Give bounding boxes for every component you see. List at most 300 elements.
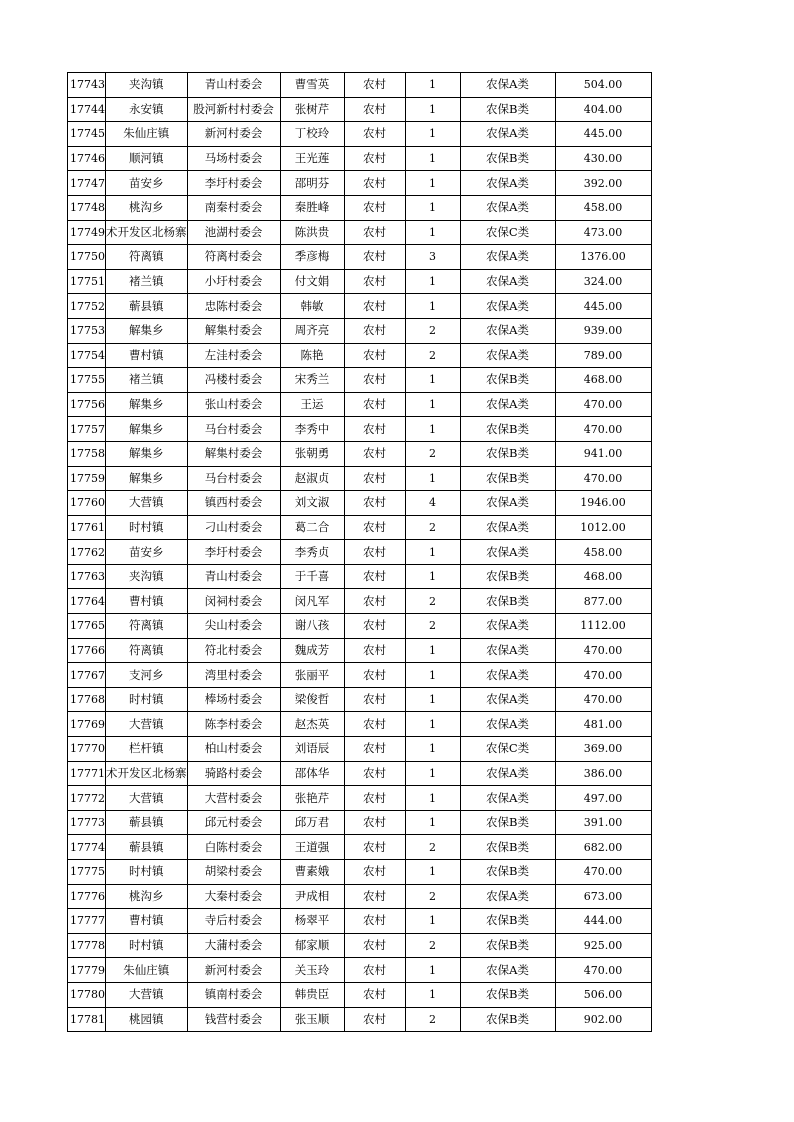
amount-cell: 404.00 [555,97,651,122]
record-id-cell: 17757 [68,417,106,442]
amount-cell: 458.00 [555,195,651,220]
table-row [68,712,652,737]
member-count-cell: 4 [405,491,460,516]
member-count-cell: 1 [405,761,460,786]
village-committee-cell: 大秦村委会 [187,884,280,909]
member-count-cell: 1 [405,712,460,737]
record-id-cell: 17771 [68,761,106,786]
insurance-category-cell: 农保A类 [460,884,555,909]
member-count-cell: 1 [405,195,460,220]
member-count-cell: 2 [405,515,460,540]
insurance-category-cell: 农保A类 [460,638,555,663]
person-name-cell: 付文娟 [280,269,344,294]
record-id-cell: 17778 [68,933,106,958]
table-row [68,146,652,171]
person-name-cell: 秦胜峰 [280,195,344,220]
township-cell: 夹沟镇 [106,564,188,589]
record-id-cell: 17781 [68,1007,106,1032]
village-committee-cell: 左洼村委会 [187,343,280,368]
table-row [68,958,652,983]
village-committee-cell: 符北村委会 [187,638,280,663]
village-committee-cell: 小圩村委会 [187,269,280,294]
township-cell: 夹沟镇 [106,73,188,98]
township-cell: 苗安乡 [106,171,188,196]
insurance-category-cell: 农保A类 [460,687,555,712]
amount-cell: 369.00 [555,737,651,762]
township-cell: 时村镇 [106,515,188,540]
insurance-category-cell: 农保B类 [460,564,555,589]
member-count-cell: 1 [405,540,460,565]
insurance-category-cell: 农保A类 [460,245,555,270]
insurance-category-cell: 农保B类 [460,146,555,171]
household-type-cell: 农村 [344,294,405,319]
member-count-cell: 1 [405,860,460,885]
village-committee-cell: 湾里村委会 [187,663,280,688]
township-cell: 永安镇 [106,97,188,122]
record-id-cell: 17769 [68,712,106,737]
township-cell: 术开发区北杨寨 [106,220,188,245]
member-count-cell: 1 [405,97,460,122]
person-name-cell: 郁家顺 [280,933,344,958]
member-count-cell: 1 [405,982,460,1007]
record-id-cell: 17743 [68,73,106,98]
member-count-cell: 2 [405,343,460,368]
village-committee-cell: 李圩村委会 [187,171,280,196]
township-cell: 支河乡 [106,663,188,688]
person-name-cell: 于千喜 [280,564,344,589]
table-row [68,810,652,835]
village-committee-cell: 马台村委会 [187,466,280,491]
township-cell: 桃沟乡 [106,195,188,220]
record-id-cell: 17755 [68,368,106,393]
insurance-category-cell: 农保B类 [460,368,555,393]
household-type-cell: 农村 [344,1007,405,1032]
township-cell: 蕲县镇 [106,835,188,860]
person-name-cell: 张丽平 [280,663,344,688]
household-type-cell: 农村 [344,564,405,589]
record-id-cell: 17764 [68,589,106,614]
table-row [68,687,652,712]
amount-cell: 497.00 [555,786,651,811]
record-id-cell: 17767 [68,663,106,688]
record-id-cell: 17776 [68,884,106,909]
record-id-cell: 17750 [68,245,106,270]
household-type-cell: 农村 [344,712,405,737]
household-type-cell: 农村 [344,122,405,147]
table-row [68,122,652,147]
person-name-cell: 梁俊哲 [280,687,344,712]
record-id-cell: 17751 [68,269,106,294]
amount-cell: 392.00 [555,171,651,196]
amount-cell: 468.00 [555,564,651,589]
record-id-cell: 17745 [68,122,106,147]
insurance-category-cell: 农保B类 [460,860,555,885]
table-row [68,417,652,442]
insurance-category-cell: 农保A类 [460,171,555,196]
household-type-cell: 农村 [344,663,405,688]
household-type-cell: 农村 [344,638,405,663]
amount-cell: 673.00 [555,884,651,909]
person-name-cell: 王道强 [280,835,344,860]
insurance-category-cell: 农保A类 [460,343,555,368]
household-type-cell: 农村 [344,343,405,368]
member-count-cell: 3 [405,245,460,270]
township-cell: 解集乡 [106,318,188,343]
township-cell: 蕲县镇 [106,810,188,835]
member-count-cell: 1 [405,638,460,663]
township-cell: 桃园镇 [106,1007,188,1032]
insurance-category-cell: 农保A类 [460,712,555,737]
person-name-cell: 邱万君 [280,810,344,835]
member-count-cell: 1 [405,171,460,196]
record-id-cell: 17765 [68,614,106,639]
record-id-cell: 17766 [68,638,106,663]
table-row [68,761,652,786]
member-count-cell: 1 [405,810,460,835]
person-name-cell: 曹雪英 [280,73,344,98]
table-row [68,220,652,245]
township-cell: 符离镇 [106,245,188,270]
person-name-cell: 季彦梅 [280,245,344,270]
record-id-cell: 17772 [68,786,106,811]
person-name-cell: 刘语辰 [280,737,344,762]
person-name-cell: 赵杰英 [280,712,344,737]
table-row [68,786,652,811]
record-id-cell: 17774 [68,835,106,860]
village-committee-cell: 镇西村委会 [187,491,280,516]
amount-cell: 504.00 [555,73,651,98]
insurance-category-cell: 农保B类 [460,835,555,860]
amount-cell: 789.00 [555,343,651,368]
village-committee-cell: 大营村委会 [187,786,280,811]
township-cell: 解集乡 [106,441,188,466]
amount-cell: 324.00 [555,269,651,294]
insurance-category-cell: 农保A类 [460,663,555,688]
person-name-cell: 王光莲 [280,146,344,171]
record-id-cell: 17746 [68,146,106,171]
insurance-category-cell: 农保A类 [460,540,555,565]
amount-cell: 1112.00 [555,614,651,639]
table-row [68,269,652,294]
household-type-cell: 农村 [344,220,405,245]
insurance-category-cell: 农保B类 [460,466,555,491]
township-cell: 朱仙庄镇 [106,122,188,147]
insurance-category-cell: 农保B类 [460,1007,555,1032]
person-name-cell: 丁校玲 [280,122,344,147]
record-id-cell: 17779 [68,958,106,983]
village-committee-cell: 闵祠村委会 [187,589,280,614]
township-cell: 大营镇 [106,491,188,516]
amount-cell: 445.00 [555,122,651,147]
township-cell: 朱仙庄镇 [106,958,188,983]
person-name-cell: 陈洪贵 [280,220,344,245]
table-row [68,614,652,639]
record-id-cell: 17759 [68,466,106,491]
insurance-category-cell: 农保A类 [460,614,555,639]
insurance-category-cell: 农保A类 [460,761,555,786]
amount-cell: 430.00 [555,146,651,171]
table-row [68,441,652,466]
table-row [68,73,652,98]
insurance-category-cell: 农保B类 [460,982,555,1007]
member-count-cell: 1 [405,294,460,319]
table-row [68,392,652,417]
household-type-cell: 农村 [344,146,405,171]
amount-cell: 445.00 [555,294,651,319]
household-type-cell: 农村 [344,318,405,343]
village-committee-cell: 柏山村委会 [187,737,280,762]
insurance-category-cell: 农保B类 [460,810,555,835]
household-type-cell: 农村 [344,540,405,565]
insurance-category-cell: 农保B类 [460,909,555,934]
household-type-cell: 农村 [344,860,405,885]
insurance-category-cell: 农保A类 [460,958,555,983]
person-name-cell: 陈艳 [280,343,344,368]
record-id-cell: 17773 [68,810,106,835]
person-name-cell: 李秀中 [280,417,344,442]
amount-cell: 925.00 [555,933,651,958]
township-cell: 苗安乡 [106,540,188,565]
township-cell: 顺河镇 [106,146,188,171]
amount-cell: 1012.00 [555,515,651,540]
township-cell: 曹村镇 [106,909,188,934]
person-name-cell: 韩贵臣 [280,982,344,1007]
member-count-cell: 2 [405,884,460,909]
member-count-cell: 1 [405,466,460,491]
village-committee-cell: 钱营村委会 [187,1007,280,1032]
village-committee-cell: 解集村委会 [187,441,280,466]
household-type-cell: 农村 [344,614,405,639]
amount-cell: 470.00 [555,958,651,983]
record-id-cell: 17747 [68,171,106,196]
table-row [68,564,652,589]
amount-cell: 470.00 [555,663,651,688]
table-row [68,466,652,491]
village-committee-cell: 寺后村委会 [187,909,280,934]
member-count-cell: 1 [405,73,460,98]
person-name-cell: 李秀贞 [280,540,344,565]
amount-cell: 481.00 [555,712,651,737]
township-cell: 大营镇 [106,982,188,1007]
village-committee-cell: 白陈村委会 [187,835,280,860]
household-type-cell: 农村 [344,909,405,934]
township-cell: 解集乡 [106,417,188,442]
member-count-cell: 2 [405,1007,460,1032]
village-committee-cell: 尖山村委会 [187,614,280,639]
village-committee-cell: 股河新村村委会 [187,97,280,122]
table-row [68,540,652,565]
village-committee-cell: 冯楼村委会 [187,368,280,393]
amount-cell: 470.00 [555,638,651,663]
table-row [68,318,652,343]
person-name-cell: 张玉顺 [280,1007,344,1032]
township-cell: 时村镇 [106,933,188,958]
household-type-cell: 农村 [344,835,405,860]
person-name-cell: 曹素娥 [280,860,344,885]
amount-cell: 470.00 [555,860,651,885]
insurance-category-cell: 农保B类 [460,417,555,442]
record-id-cell: 17760 [68,491,106,516]
household-type-cell: 农村 [344,417,405,442]
amount-cell: 391.00 [555,810,651,835]
table-row [68,195,652,220]
household-type-cell: 农村 [344,933,405,958]
amount-cell: 939.00 [555,318,651,343]
member-count-cell: 2 [405,835,460,860]
household-type-cell: 农村 [344,195,405,220]
table-row [68,294,652,319]
table-row [68,171,652,196]
household-type-cell: 农村 [344,884,405,909]
table-row [68,933,652,958]
member-count-cell: 2 [405,933,460,958]
township-cell: 曹村镇 [106,343,188,368]
insurance-category-cell: 农保A类 [460,786,555,811]
amount-cell: 941.00 [555,441,651,466]
amount-cell: 1946.00 [555,491,651,516]
township-cell: 桃沟乡 [106,884,188,909]
record-id-cell: 17744 [68,97,106,122]
member-count-cell: 1 [405,146,460,171]
insurance-category-cell: 农保C类 [460,737,555,762]
household-type-cell: 农村 [344,73,405,98]
person-name-cell: 刘文淑 [280,491,344,516]
insurance-category-cell: 农保A类 [460,122,555,147]
table-row [68,368,652,393]
amount-cell: 470.00 [555,392,651,417]
person-name-cell: 关玉玲 [280,958,344,983]
table-row [68,835,652,860]
amount-cell: 506.00 [555,982,651,1007]
village-committee-cell: 镇南村委会 [187,982,280,1007]
township-cell: 时村镇 [106,860,188,885]
record-id-cell: 17770 [68,737,106,762]
member-count-cell: 2 [405,589,460,614]
household-type-cell: 农村 [344,982,405,1007]
member-count-cell: 2 [405,318,460,343]
person-name-cell: 谢八孩 [280,614,344,639]
person-name-cell: 杨翠平 [280,909,344,934]
person-name-cell: 宋秀兰 [280,368,344,393]
table-row [68,982,652,1007]
amount-cell: 877.00 [555,589,651,614]
insurance-category-cell: 农保B类 [460,933,555,958]
insurance-category-cell: 农保A类 [460,392,555,417]
household-type-cell: 农村 [344,786,405,811]
person-name-cell: 王运 [280,392,344,417]
amount-cell: 1376.00 [555,245,651,270]
person-name-cell: 邵体华 [280,761,344,786]
record-id-cell: 17758 [68,441,106,466]
member-count-cell: 1 [405,220,460,245]
village-committee-cell: 邱元村委会 [187,810,280,835]
insurance-category-cell: 农保C类 [460,220,555,245]
record-id-cell: 17768 [68,687,106,712]
township-cell: 曹村镇 [106,589,188,614]
village-committee-cell: 刁山村委会 [187,515,280,540]
member-count-cell: 1 [405,269,460,294]
township-cell: 大营镇 [106,712,188,737]
township-cell: 符离镇 [106,638,188,663]
township-cell: 褚兰镇 [106,368,188,393]
village-committee-cell: 陈李村委会 [187,712,280,737]
household-type-cell: 农村 [344,761,405,786]
insurance-category-cell: 农保A类 [460,491,555,516]
table-row [68,245,652,270]
records-table [67,72,652,1032]
member-count-cell: 1 [405,417,460,442]
village-committee-cell: 青山村委会 [187,73,280,98]
amount-cell: 470.00 [555,466,651,491]
insurance-category-cell: 农保A类 [460,318,555,343]
member-count-cell: 1 [405,122,460,147]
record-id-cell: 17753 [68,318,106,343]
person-name-cell: 张树芹 [280,97,344,122]
village-committee-cell: 马台村委会 [187,417,280,442]
household-type-cell: 农村 [344,171,405,196]
household-type-cell: 农村 [344,245,405,270]
table-row [68,663,652,688]
amount-cell: 682.00 [555,835,651,860]
village-committee-cell: 张山村委会 [187,392,280,417]
table-row [68,1007,652,1032]
member-count-cell: 1 [405,958,460,983]
record-id-cell: 17761 [68,515,106,540]
record-id-cell: 17775 [68,860,106,885]
insurance-category-cell: 农保A类 [460,294,555,319]
amount-cell: 468.00 [555,368,651,393]
amount-cell: 444.00 [555,909,651,934]
household-type-cell: 农村 [344,466,405,491]
household-type-cell: 农村 [344,97,405,122]
village-committee-cell: 新河村委会 [187,122,280,147]
amount-cell: 470.00 [555,417,651,442]
person-name-cell: 赵淑贞 [280,466,344,491]
person-name-cell: 张朝勇 [280,441,344,466]
table-row [68,860,652,885]
insurance-category-cell: 农保A类 [460,269,555,294]
person-name-cell: 张艳芹 [280,786,344,811]
township-cell: 术开发区北杨寨 [106,761,188,786]
township-cell: 解集乡 [106,466,188,491]
township-cell: 蕲县镇 [106,294,188,319]
township-cell: 时村镇 [106,687,188,712]
member-count-cell: 1 [405,564,460,589]
household-type-cell: 农村 [344,269,405,294]
village-committee-cell: 解集村委会 [187,318,280,343]
insurance-category-cell: 农保A类 [460,195,555,220]
township-cell: 褚兰镇 [106,269,188,294]
member-count-cell: 1 [405,392,460,417]
member-count-cell: 1 [405,786,460,811]
village-committee-cell: 新河村委会 [187,958,280,983]
household-type-cell: 农村 [344,958,405,983]
village-committee-cell: 池湖村委会 [187,220,280,245]
insurance-category-cell: 农保A类 [460,73,555,98]
person-name-cell: 葛二合 [280,515,344,540]
table-row [68,589,652,614]
village-committee-cell: 棒场村委会 [187,687,280,712]
household-type-cell: 农村 [344,441,405,466]
household-type-cell: 农村 [344,491,405,516]
member-count-cell: 1 [405,663,460,688]
household-type-cell: 农村 [344,810,405,835]
village-committee-cell: 忠陈村委会 [187,294,280,319]
household-type-cell: 农村 [344,687,405,712]
amount-cell: 902.00 [555,1007,651,1032]
member-count-cell: 1 [405,368,460,393]
record-id-cell: 17756 [68,392,106,417]
